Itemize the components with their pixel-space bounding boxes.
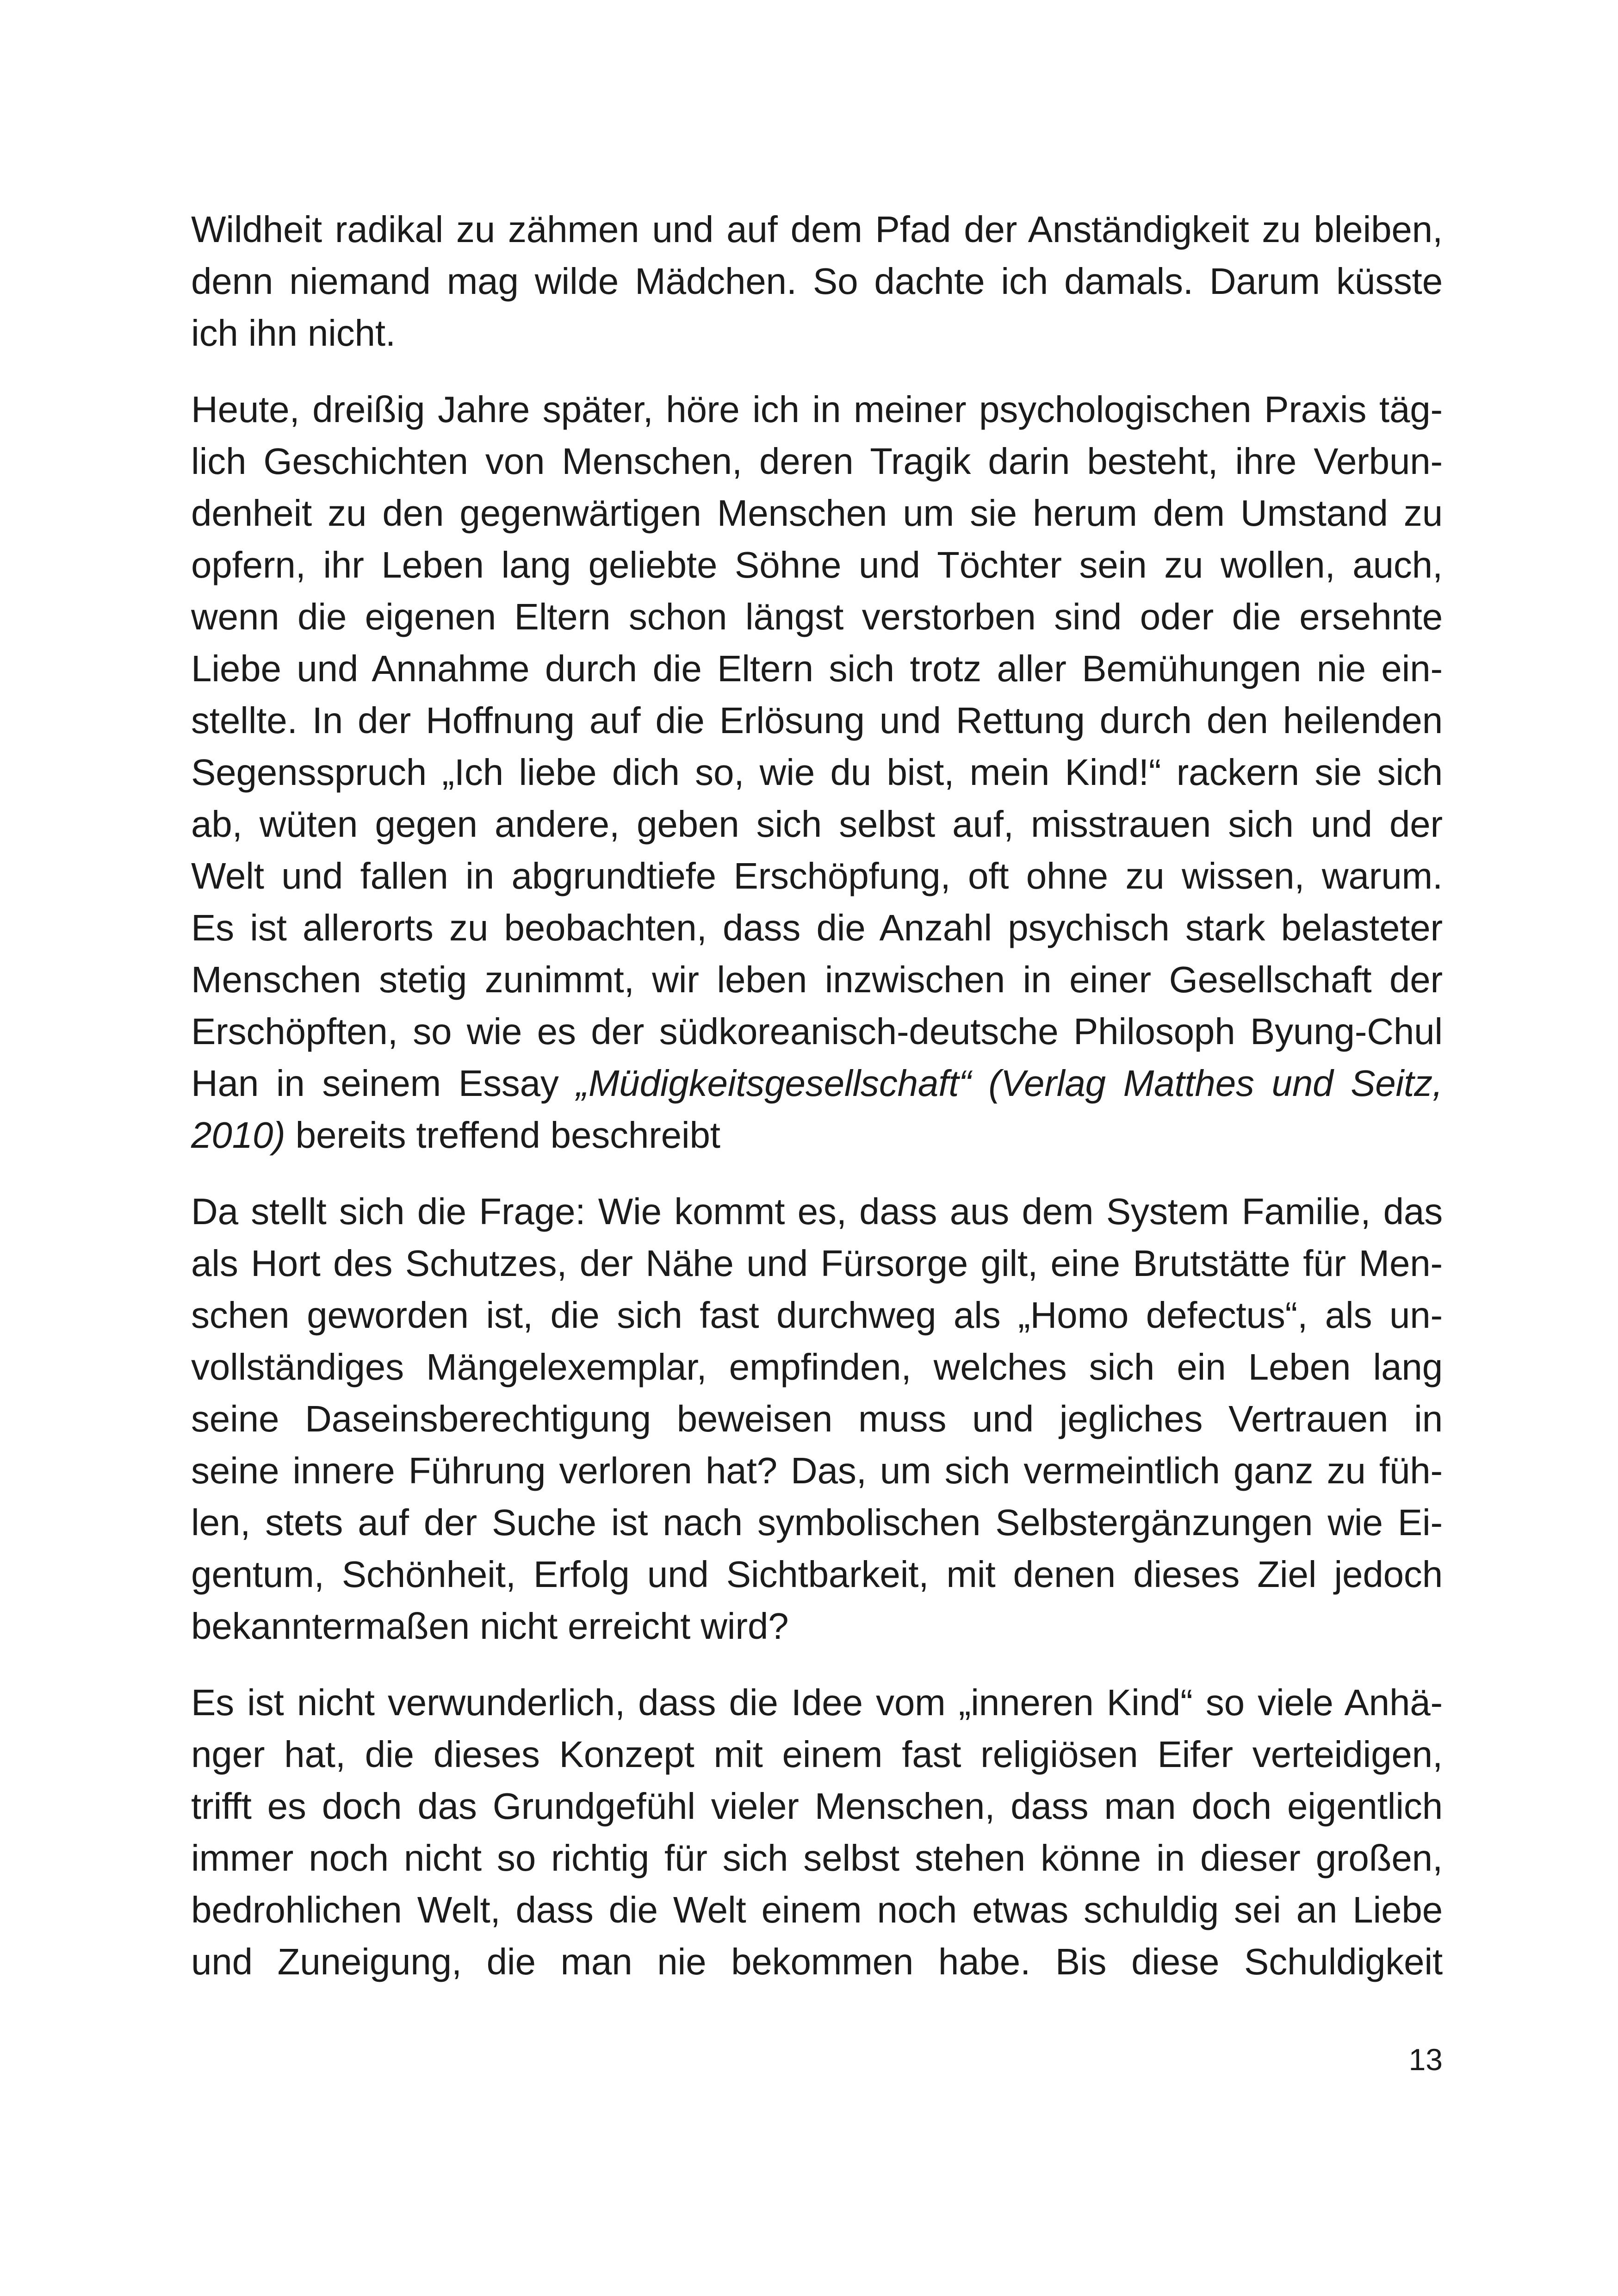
- text-line: [191, 1445, 1443, 1497]
- body-text: [191, 204, 1443, 1988]
- text-line: [191, 902, 1443, 954]
- text-line: [191, 1341, 1443, 1393]
- text-line: [191, 1393, 1443, 1445]
- text-segment: denheit zu den gegenwärtigen Menschen um sie herum dem Umstand zu: [191, 492, 1443, 534]
- page-number: 13: [1408, 2042, 1443, 2077]
- text-segment: Liebe und Annahme durch die Eltern sich trotz aller Bemühungen nie ein-: [191, 648, 1443, 689]
- text-line: [191, 1058, 1443, 1109]
- paragraph: [191, 384, 1443, 1161]
- text-line: [191, 1884, 1443, 1936]
- text-line: [191, 1289, 1443, 1341]
- text-segment: Da stellt sich die Frage: Wie kommt es, dass aus dem System Familie, das: [191, 1191, 1443, 1232]
- text-line: [191, 436, 1443, 487]
- text-segment: stellte. In der Hoffnung auf die Erlösung und Rettung durch den heilenden: [191, 700, 1443, 741]
- text-segment: ab, wüten gegen andere, geben sich selbst auf, misstrauen sich und der: [191, 803, 1443, 845]
- paragraph: [191, 204, 1443, 359]
- text-line: [191, 487, 1443, 539]
- text-segment: als Hort des Schutzes, der Nähe und Fürsorge gilt, eine Brutstätte für Men-: [191, 1243, 1443, 1284]
- text-line: [191, 1832, 1443, 1884]
- text-segment: lich Geschichten von Menschen, deren Tragik darin besteht, ihre Verbun-: [191, 441, 1443, 482]
- text-line: [191, 1006, 1443, 1058]
- text-segment: trifft es doch das Grundgefühl vieler Menschen, dass man doch eigentlich: [191, 1786, 1443, 1827]
- text-line: [191, 1497, 1443, 1549]
- text-line: [191, 384, 1443, 436]
- text-line: [191, 307, 1443, 359]
- text-line: [191, 954, 1443, 1006]
- text-segment: ich ihn nicht.: [191, 312, 396, 354]
- text-segment: vollständiges Mängelexemplar, empfinden, welches sich ein Leben lang: [191, 1346, 1443, 1388]
- text-segment: seine innere Führung verloren hat? Das, um sich vermeintlich ganz zu füh-: [191, 1450, 1443, 1491]
- text-segment: immer noch nicht so richtig für sich selbst stehen könne in dieser großen,: [191, 1837, 1443, 1879]
- text-line: [191, 1780, 1443, 1832]
- text-line: [191, 695, 1443, 747]
- text-segment: Welt und fallen in abgrundtiefe Erschöpfung, oft ohne zu wissen, warum.: [191, 855, 1443, 896]
- text-line: [191, 1677, 1443, 1729]
- italic-text-segment: 2010): [191, 1114, 285, 1156]
- text-line: [191, 643, 1443, 695]
- text-segment: bereits treffend beschreibt: [285, 1114, 720, 1156]
- paragraph: [191, 1677, 1443, 1988]
- text-segment: Han in seinem Essay: [191, 1063, 577, 1104]
- text-segment: Erschöpften, so wie es der südkoreanisch-deutsche Philosoph Byung-Chul: [191, 1011, 1443, 1052]
- text-line: [191, 1186, 1443, 1238]
- text-line: [191, 591, 1443, 643]
- text-segment: und Zuneigung, die man nie bekommen habe. Bis diese Schuldigkeit: [191, 1941, 1443, 1982]
- text-segment: Segensspruch „Ich liebe dich so, wie du bist, mein Kind!“ rackern sie sich: [191, 752, 1443, 793]
- text-segment: schen geworden ist, die sich fast durchweg als „Homo defectus“, als un-: [191, 1294, 1443, 1336]
- text-segment: Menschen stetig zunimmt, wir leben inzwischen in einer Gesellschaft der: [191, 959, 1443, 1000]
- text-segment: gentum, Schönheit, Erfolg und Sichtbarkeit, mit denen dieses Ziel jedoch: [191, 1554, 1443, 1595]
- text-line: [191, 204, 1443, 255]
- text-line: [191, 850, 1443, 902]
- text-line: [191, 539, 1443, 591]
- italic-text-segment: „Müdigkeitsgesellschaft“ (Verlag Matthes und Seitz,: [576, 1063, 1443, 1104]
- text-line: [191, 1549, 1443, 1600]
- text-line: [191, 1729, 1443, 1780]
- text-line: [191, 255, 1443, 307]
- text-segment: Es ist allerorts zu beobachten, dass die Anzahl psychisch stark belasteter: [191, 907, 1443, 948]
- text-segment: opfern, ihr Leben lang geliebte Söhne und Töchter sein zu wollen, auch,: [191, 544, 1443, 585]
- text-line: [191, 1600, 1443, 1652]
- text-line: [191, 1109, 1443, 1161]
- text-segment: bekanntermaßen nicht erreicht wird?: [191, 1605, 789, 1647]
- text-segment: len, stets auf der Suche ist nach symbolischen Selbstergänzungen wie Ei-: [191, 1502, 1443, 1543]
- text-segment: seine Daseinsberechtigung beweisen muss und jegliches Vertrauen in: [191, 1398, 1443, 1439]
- text-line: [191, 747, 1443, 798]
- text-segment: wenn die eigenen Eltern schon längst verstorben sind oder die ersehnte: [191, 596, 1443, 637]
- text-line: [191, 1936, 1443, 1988]
- text-line: [191, 798, 1443, 850]
- text-segment: Heute, dreißig Jahre später, höre ich in meiner psychologischen Praxis täg-: [191, 389, 1443, 430]
- text-segment: Wildheit radikal zu zähmen und auf dem Pfad der Anständigkeit zu bleiben,: [191, 209, 1443, 250]
- paragraph: [191, 1186, 1443, 1652]
- text-line: [191, 1238, 1443, 1289]
- text-segment: nger hat, die dieses Konzept mit einem fast religiösen Eifer verteidigen,: [191, 1734, 1443, 1775]
- text-segment: Es ist nicht verwunderlich, dass die Idee vom „inneren Kind“ so viele Anhä-: [191, 1682, 1443, 1723]
- text-segment: denn niemand mag wilde Mädchen. So dachte ich damals. Darum küsste: [191, 261, 1443, 302]
- text-segment: bedrohlichen Welt, dass die Welt einem noch etwas schuldig sei an Liebe: [191, 1889, 1443, 1930]
